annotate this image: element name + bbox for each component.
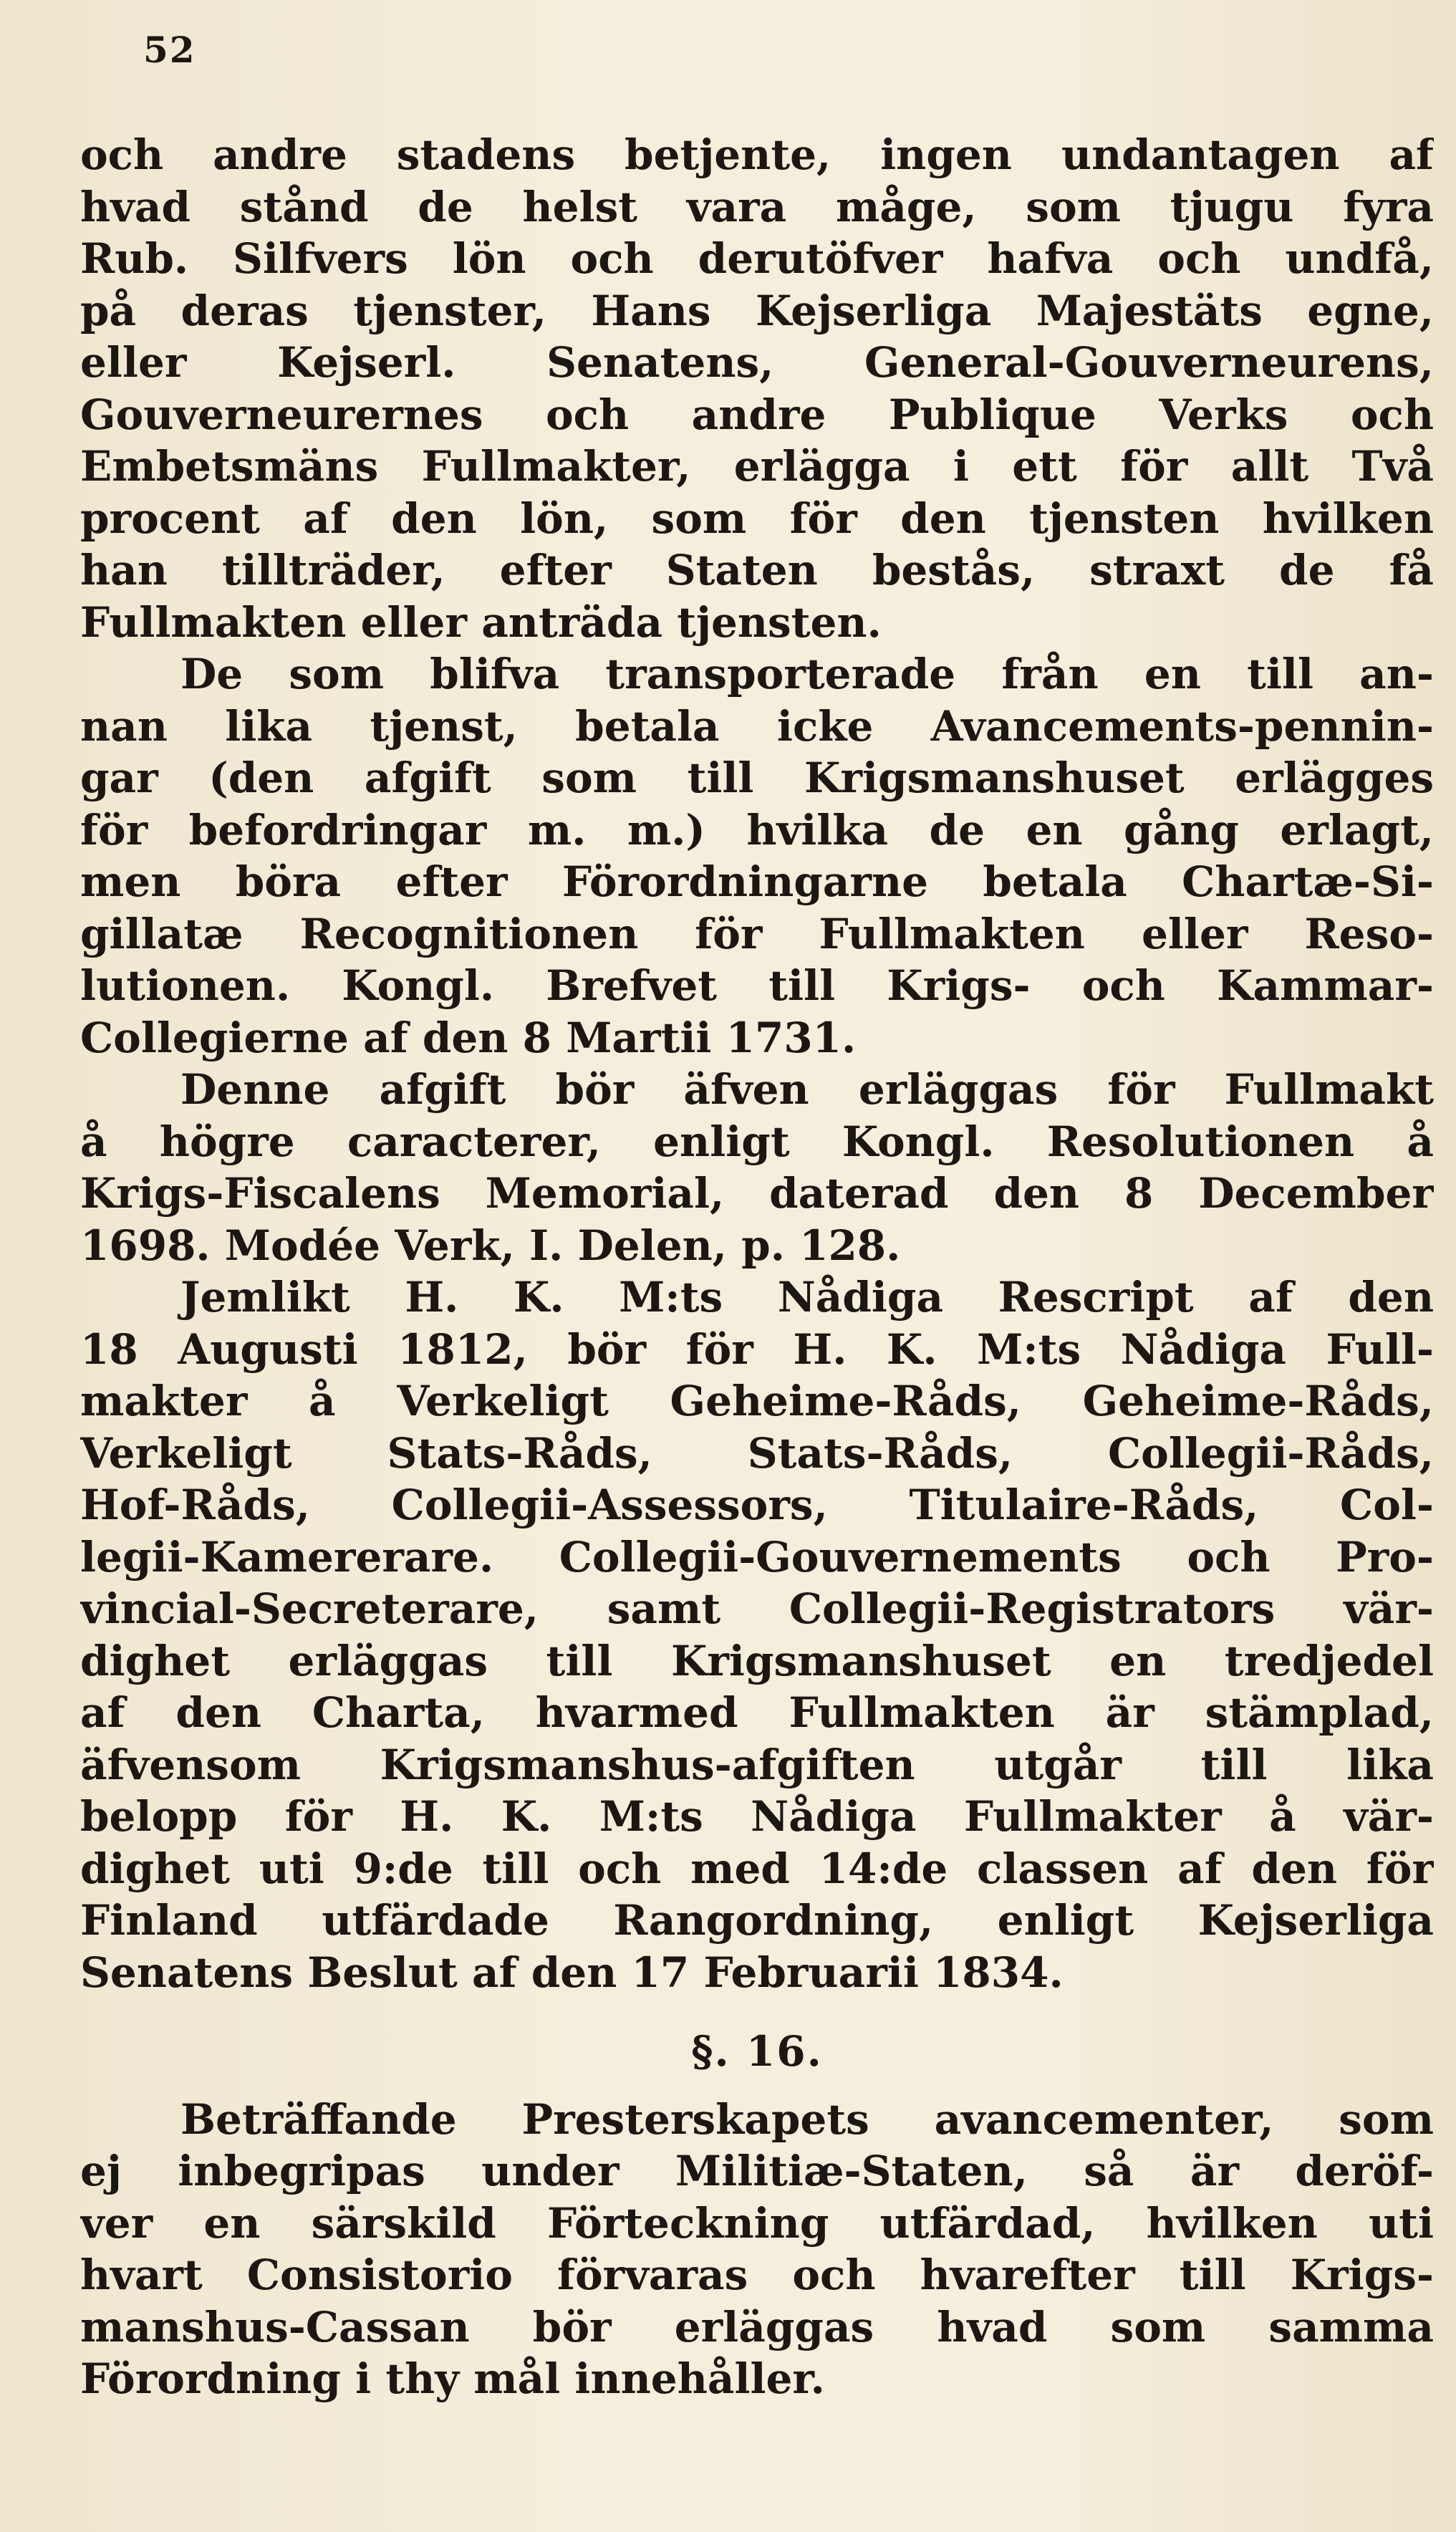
- text-line: manshus-Cassan bör erläggas hvad som samma: [80, 2302, 1434, 2352]
- text-line: lutionen. Kongl. Brefvet till Krigs- och Kammar-: [80, 961, 1434, 1010]
- text-line: och andre stadens betjente, ingen undantagen af: [80, 130, 1434, 179]
- text-line: legii-Kamererare. Collegii-Gouvernements och Pro-: [80, 1532, 1434, 1582]
- text-line: Denne afgift bör äfven erläggas för Fullmakt: [180, 1065, 1434, 1114]
- paragraph: [80, 1064, 1434, 1271]
- paragraph: [80, 1271, 1434, 1998]
- text-line: 1698. Modée Verk, I. Delen, p. 128.: [80, 1221, 901, 1270]
- text-line: Senatens Beslut af den 17 Februarii 1834.: [80, 1948, 1064, 1997]
- text-line: Finland utfärdade Rangordning, enligt Kejserliga: [80, 1896, 1434, 1945]
- paragraph: [80, 648, 1434, 1064]
- text-line: Förordning i thy mål innehåller.: [80, 2354, 825, 2403]
- text-line: Rub. Silfvers lön och derutöfver hafva och undfå,: [80, 234, 1434, 283]
- text-line: makter å Verkeligt Geheime-Råds, Geheime-Råds,: [80, 1377, 1434, 1425]
- text-line: De som blifva transporterade från en till an-: [180, 650, 1434, 698]
- text-line: Krigs-Fiscalens Memorial, daterad den 8 December: [80, 1169, 1434, 1218]
- text-line: på deras tjenster, Hans Kejserliga Majestäts egne,: [80, 286, 1434, 335]
- text-line: vincial-Secreterare, samt Collegii-Registrators vär-: [80, 1584, 1434, 1633]
- text-line: ver en särskild Förteckning utfärdad, hvilken uti: [80, 2198, 1434, 2248]
- paragraph: [80, 2094, 1434, 2405]
- text-line: gillatæ Recognitionen för Fullmakten eller Reso-: [80, 909, 1434, 958]
- text-line: Beträffande Presterskapets avancementer, som: [180, 2094, 1434, 2144]
- text-line: äfvensom Krigsmanshus-afgiften utgår till lika: [80, 1740, 1434, 1789]
- text-line: eller Kejserl. Senatens, General-Gouverneurens,: [80, 338, 1434, 387]
- text-line: dighet erläggas till Krigsmanshuset en tredjedel: [80, 1636, 1434, 1685]
- text-line: ej inbegripas under Militiæ-Staten, så är deröf-: [80, 2147, 1434, 2195]
- text-line: han tillträder, efter Staten bestås, straxt de få: [80, 546, 1434, 595]
- text-line: Verkeligt Stats-Råds, Stats-Råds, Collegii-Råds,: [80, 1428, 1434, 1478]
- text-line: men böra efter Förordningarne betala Chartæ-Si-: [80, 857, 1434, 906]
- page-number: 52: [143, 29, 196, 71]
- text-line: Gouverneurernes och andre Publique Verks och: [80, 390, 1434, 439]
- text-line: dighet uti 9:de till och med 14:de classen af den för: [80, 1844, 1434, 1893]
- text-line: gar (den afgift som till Krigsmanshuset erlägges: [80, 754, 1434, 802]
- text-line: hvart Consistorio förvaras och hvarefter till Krigs-: [80, 2251, 1434, 2299]
- text-line: nan lika tjenst, betala icke Avancements-pennin-: [80, 701, 1434, 751]
- text-line: 18 Augusti 1812, bör för H. K. M:ts Nådiga Full-: [80, 1324, 1434, 1374]
- text-line: Hof-Råds, Collegii-Assessors, Titulaire-Råds, Col-: [80, 1481, 1434, 1529]
- text-line: hvad stånd de helst vara måge, som tjugu fyra: [80, 182, 1434, 231]
- text-line: å högre caracterer, enligt Kongl. Resolutionen å: [80, 1117, 1434, 1166]
- text-line: af den Charta, hvarmed Fullmakten är stämplad,: [80, 1688, 1434, 1737]
- text-line: Fullmakten eller anträda tjensten.: [80, 597, 882, 647]
- text-line: Embetsmäns Fullmakter, erlägga i ett för allt Två: [80, 442, 1434, 491]
- body-text: [80, 129, 1434, 2405]
- text-line: Collegierne af den 8 Martii 1731.: [80, 1013, 857, 1062]
- text-line: för befordringar m. m.) hvilka de en gång erlagt,: [80, 805, 1434, 855]
- paragraph: [80, 129, 1434, 648]
- section-heading: §. 16.: [691, 2027, 823, 2076]
- text-line: belopp för H. K. M:ts Nådiga Fullmakter å vär-: [80, 1792, 1434, 1841]
- text-line: Jemlikt H. K. M:ts Nådiga Rescript af den: [180, 1273, 1434, 1322]
- text-line: procent af den lön, som för den tjensten hvilken: [80, 494, 1434, 543]
